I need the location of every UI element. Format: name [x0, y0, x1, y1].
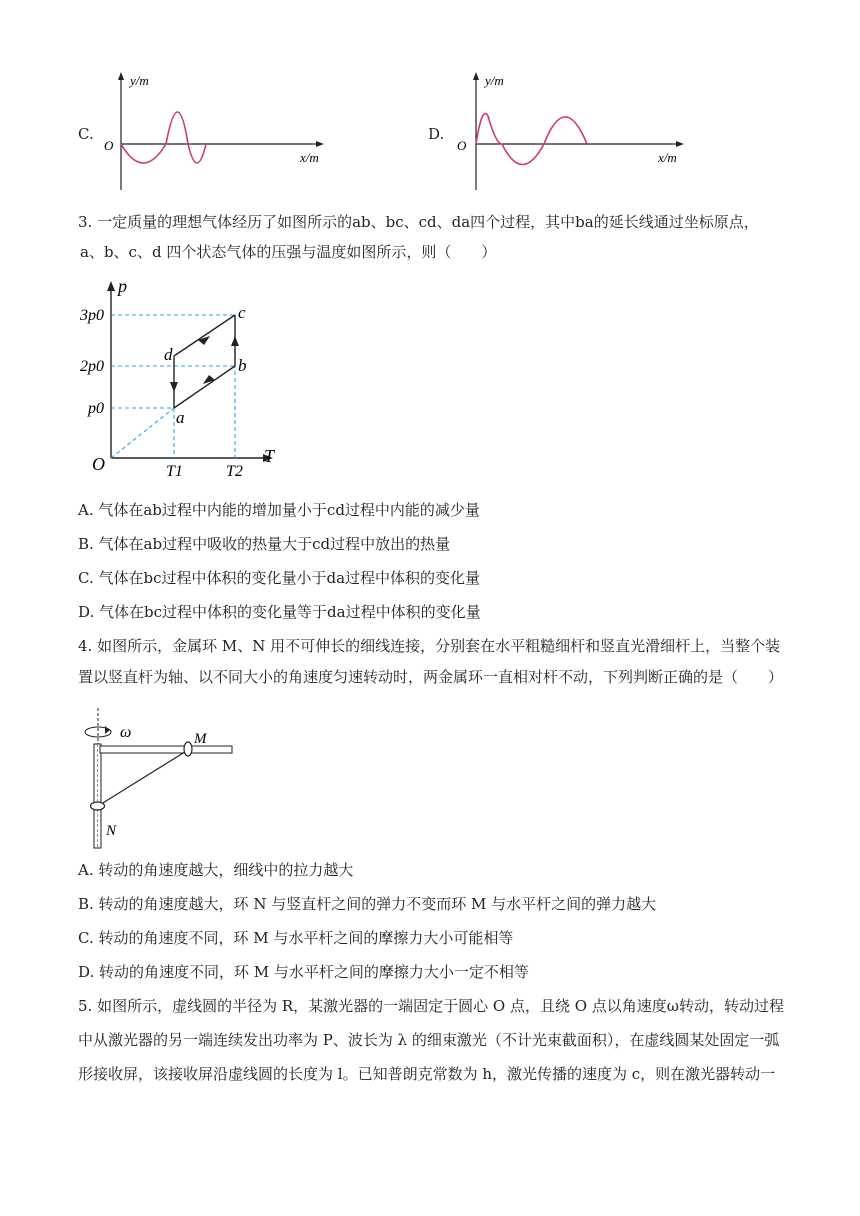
graph-d-xlabel: x/m: [658, 150, 677, 165]
q3-option-c: C. 气体在bc过程中体积的变化量小于da过程中体积的变化量: [78, 569, 481, 587]
q3-xtick-t2: T2: [226, 463, 243, 480]
q4-label-n: N: [106, 823, 117, 839]
q3-dash-origin-a: [111, 408, 174, 458]
q4-omega-label: ω: [120, 724, 132, 741]
graph-c-x-arrow: [316, 141, 324, 147]
q3-point-d: d: [164, 345, 173, 364]
graph-d-ylabel: y/m: [485, 73, 504, 88]
q5-line2: 中从激光器的另一端连续发出功率为 P、波长为 λ 的细束激光（不计光束截面积），在虚线圆某处固定一弧: [78, 1031, 780, 1049]
graph-c-xlabel: x/m: [300, 150, 319, 165]
q3-line-cd: [174, 315, 235, 356]
q4-ring-n: [91, 802, 105, 810]
q4-option-a: A. 转动的角速度越大，细线中的拉力越大: [78, 861, 354, 879]
graph-d-x-arrow: [676, 141, 684, 147]
q3-y-arrow: [107, 281, 115, 291]
q4-stem-line1: 4. 如图所示，金属环 M、N 用不可伸长的细线连接，分别套在水平粗糙细杆和竖直光滑细杆上，当整个装: [78, 637, 781, 655]
graph-d-wave: [476, 114, 587, 165]
q3-xlabel: T: [264, 446, 275, 466]
q4-horizontal-rod: [100, 746, 232, 753]
q3-ytick-3p0: 3p0: [80, 307, 104, 324]
q3-ytick-p0: p0: [88, 400, 104, 417]
q3-point-c: c: [238, 303, 246, 322]
q3-arrow-bc: [231, 336, 239, 346]
option-d-label: D.: [428, 125, 445, 143]
graph-c-ylabel: y/m: [130, 73, 149, 88]
q3-arrow-ab: [203, 375, 215, 384]
graph-c: [100, 70, 330, 195]
q4-option-c: C. 转动的角速度不同，环 M 与水平杆之间的摩擦力大小可能相等: [78, 929, 514, 947]
q4-option-b: B. 转动的角速度越大，环 N 与竖直杆之间的弹力不变而环 M 与水平杆之间的弹力越大: [78, 895, 657, 913]
q4-stem-line2: 置以竖直杆为轴、以不同大小的角速度匀速转动时，两金属环一直相对杆不动，下列判断正确的是（ ）: [78, 668, 784, 686]
graph-d: [452, 70, 692, 195]
q3-pt-graph: [78, 278, 288, 488]
graph-d-y-arrow: [473, 72, 479, 80]
q3-option-a: A. 气体在ab过程中内能的增加量小于cd过程中内能的减少量: [78, 501, 480, 519]
q5-line3: 形接收屏，该接收屏沿虚线圆的长度为 l。已知普朗克常数为 h，激光传播的速度为 c，则在激光器转动一: [78, 1065, 776, 1083]
q3-ylabel: p: [118, 278, 127, 296]
q4-rotating-rods-figure: [80, 708, 250, 854]
q3-ytick-2p0: 2p0: [80, 358, 104, 375]
q4-option-d: D. 转动的角速度不同，环 M 与水平杆之间的摩擦力大小一定不相等: [78, 963, 529, 981]
graph-c-y-arrow: [118, 72, 124, 80]
q3-origin: O: [92, 454, 105, 474]
graph-c-origin: O: [104, 138, 114, 153]
q3-xtick-t1: T1: [166, 463, 183, 480]
q3-point-b: b: [238, 356, 247, 375]
q4-string: [98, 750, 188, 806]
q3-stem-line2: a、b、c、d 四个状态气体的压强与温度如图所示，则（ ）: [80, 243, 497, 261]
q3-arrow-da: [170, 382, 178, 392]
q5-line1: 5. 如图所示，虚线圆的半径为 R，某激光器的一端固定于圆心 O 点，且绕 O 点以角速度ω转动，转动过程: [78, 997, 785, 1015]
q3-option-d: D. 气体在bc过程中体积的变化量等于da过程中体积的变化量: [78, 603, 481, 621]
q3-option-b: B. 气体在ab过程中吸收的热量大于cd过程中放出的热量: [78, 535, 451, 553]
q4-label-m: M: [194, 731, 207, 747]
q4-ring-m: [184, 742, 192, 756]
option-c-label: C.: [78, 125, 94, 143]
q3-point-a: a: [176, 408, 185, 427]
q3-stem-line1: 3. 一定质量的理想气体经历了如图所示的ab、bc、cd、da四个过程，其中ba的延长线通过坐标原点，: [78, 213, 759, 231]
graph-d-origin: O: [457, 138, 467, 153]
q3-line-ab: [174, 366, 235, 408]
q3-arrow-cd: [198, 336, 210, 345]
graph-c-wave: [121, 112, 206, 163]
